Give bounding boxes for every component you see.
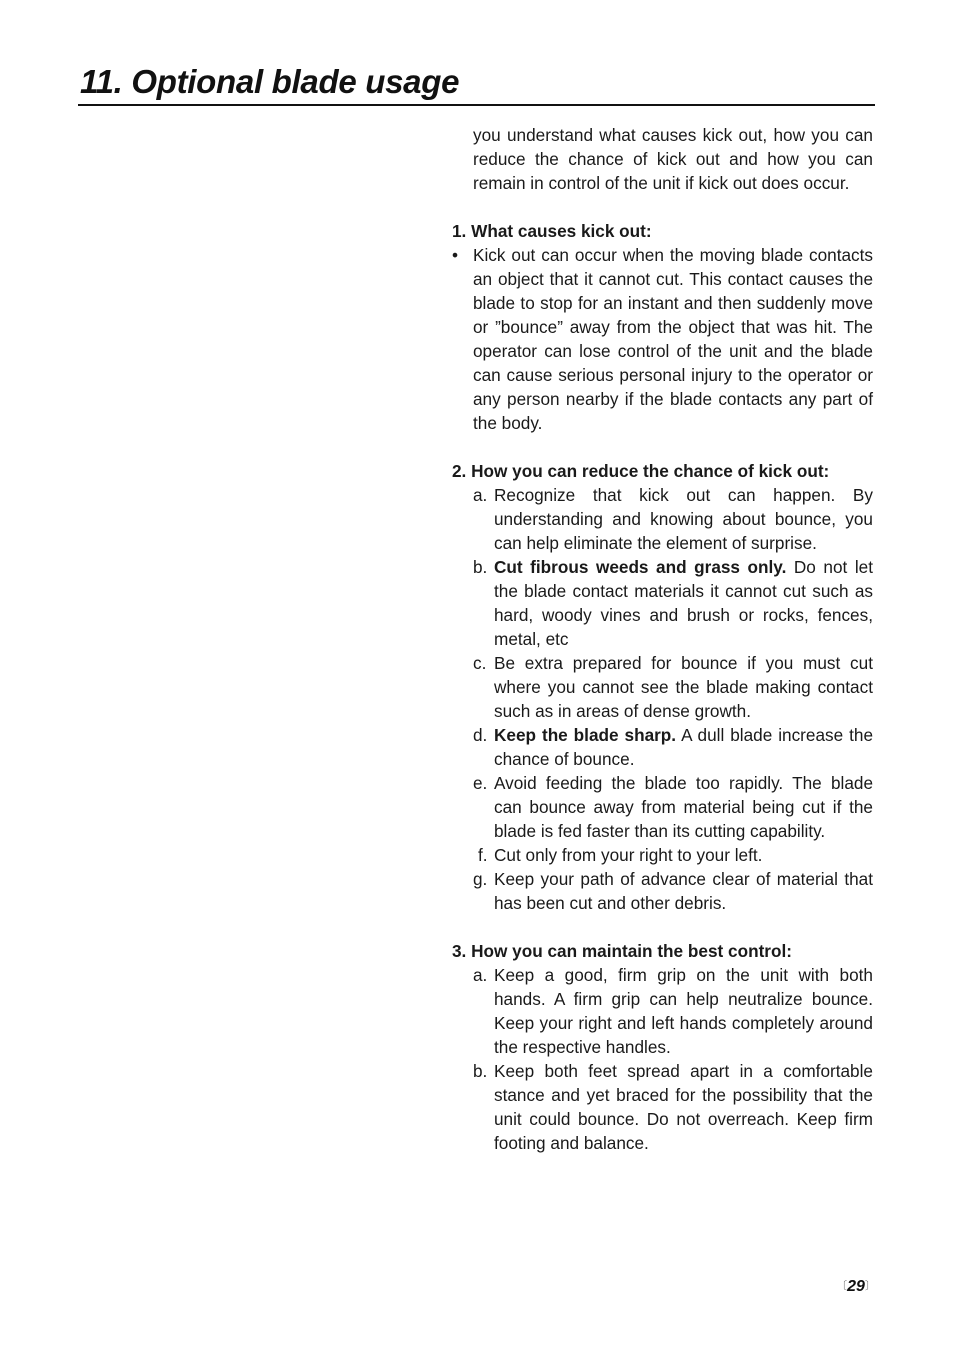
item-letter: b. <box>473 557 488 577</box>
item-text: Cut only from your right to your left. <box>494 845 763 865</box>
section-heading: 2. How you can reduce the chance of kick out: <box>452 461 830 481</box>
list-item <box>473 483 873 555</box>
page-number-value: 29 <box>847 1278 865 1295</box>
item-letter: g. <box>473 869 488 889</box>
bullet-item <box>452 243 873 435</box>
page-number-bracket-close: 〕 <box>864 1280 876 1292</box>
item-letter: c. <box>473 653 487 673</box>
page-number <box>836 1277 876 1296</box>
section-reduce-kick-out <box>452 459 873 915</box>
list-item <box>473 771 873 843</box>
item-letter: a. <box>473 965 488 985</box>
section-what-causes <box>452 219 873 435</box>
page-number-bracket-open: 〔 <box>836 1280 848 1292</box>
item-text: Keep the blade sharp. A dull blade increase the chance of bounce. <box>494 725 874 769</box>
list-item <box>473 963 873 1059</box>
item-text: Cut fibrous weeds and grass only. Do not let the blade contact materials it cannot cut such as hard, woody vines and brush or rocks, fences, metal, etc <box>494 557 873 649</box>
section-maintain-control <box>452 939 873 1155</box>
list-item <box>473 843 873 867</box>
list-item <box>473 555 873 651</box>
item-text: Keep both feet spread apart in a comfortable stance and yet braced for the possibility that the unit could bounce. Do not overreach. Keep firm footing and balance. <box>494 1061 873 1153</box>
item-letter: f. <box>478 845 488 865</box>
item-text: Recognize that kick out can happen. By understanding and knowing about bounce, you can help eliminate the element of surprise. <box>494 485 873 553</box>
section-heading: 1. What causes kick out: <box>452 221 652 241</box>
page-title: 11. Optional blade usage <box>80 63 460 100</box>
title-divider <box>78 104 875 106</box>
item-text: Be extra prepared for bounce if you must cut where you cannot see the blade making contact such as in areas of dense growth. <box>494 653 873 721</box>
list-item <box>473 723 873 771</box>
intro-paragraph: you understand what causes kick out, how you can reduce the chance of kick out and how you can remain in control of the unit if kick out does occur. <box>473 125 873 193</box>
item-text: Keep a good, firm grip on the unit with both hands. A firm grip can help neutralize bounce. Keep your right and left hands completely around the respective handles. <box>494 965 873 1057</box>
item-letter: b. <box>473 1061 488 1081</box>
list-item <box>473 1059 873 1155</box>
list-item <box>473 867 873 915</box>
bullet-mark: • <box>452 245 459 265</box>
list-item <box>473 651 873 723</box>
section-heading: 3. How you can maintain the best control: <box>452 941 792 961</box>
reduce-list <box>473 483 873 915</box>
item-letter: d. <box>473 725 488 745</box>
item-text: Avoid feeding the blade too rapidly. The blade can bounce away from material being cut if the blade is fed faster than its cutting capability. <box>494 773 873 841</box>
item-text: Keep your path of advance clear of material that has been cut and other debris. <box>494 869 873 913</box>
main-column <box>452 123 873 1179</box>
item-letter: e. <box>473 773 488 793</box>
item-letter: a. <box>473 485 488 505</box>
control-list <box>473 963 873 1155</box>
bullet-text: Kick out can occur when the moving blade contacts an object that it cannot cut. This contact causes the blade to stop for an instant and then suddenly move or ”bounce” away from the object that was hit. The operator can lose control of the unit and the blade can cause serious personal injury to the operator or any person nearby if the blade contacts any part of the body. <box>473 245 873 433</box>
